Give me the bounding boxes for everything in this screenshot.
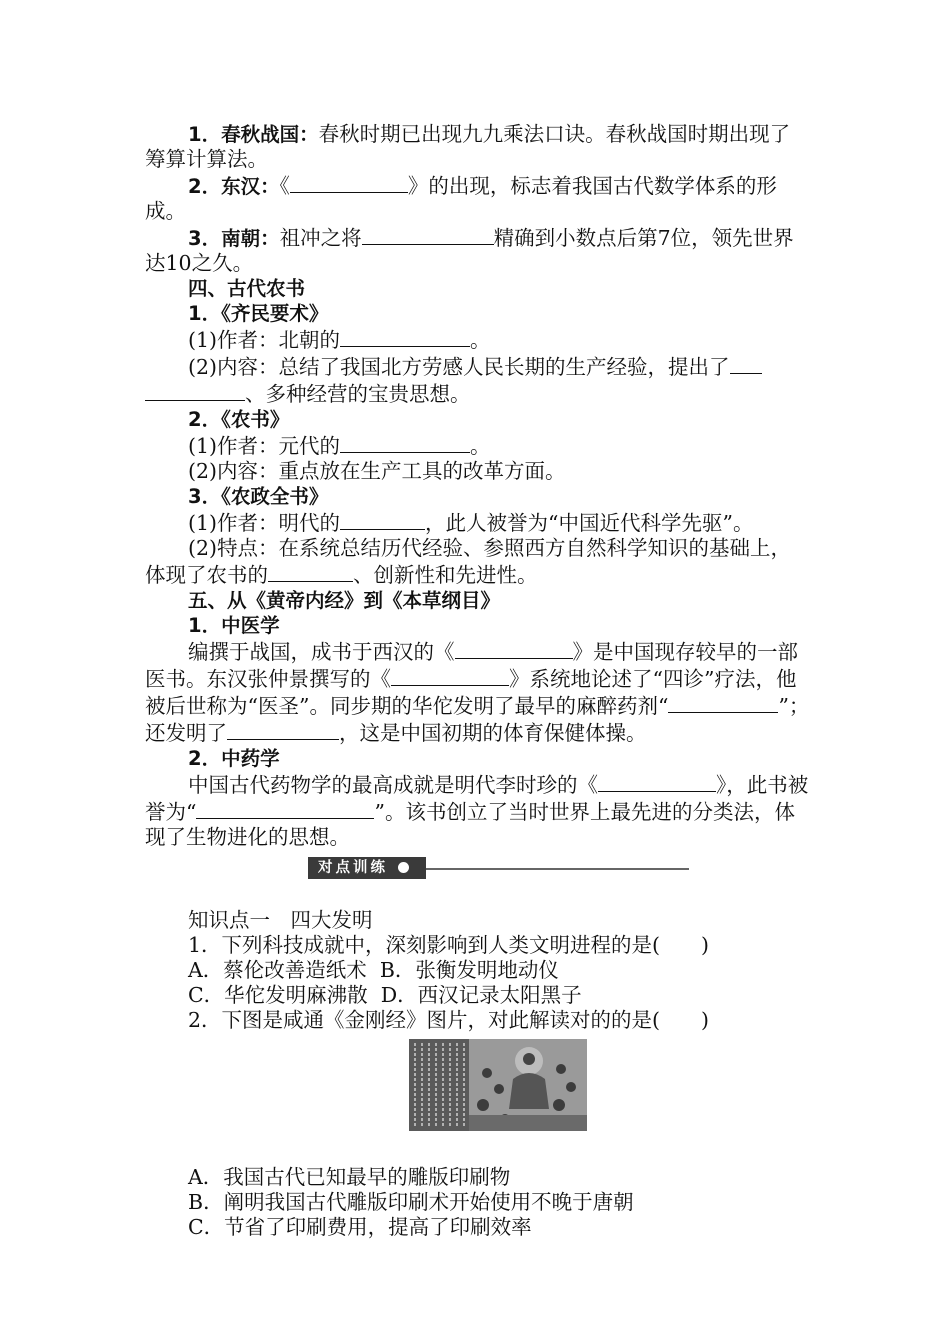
- question-2-option-c: C．节省了印刷费用，提高了印刷效率: [188, 1215, 532, 1239]
- question-1-options-ab: A．蔡伦改善造纸术 B．张衡发明地动仪: [188, 958, 559, 982]
- fill-blank[interactable]: [227, 719, 339, 740]
- fill-blank[interactable]: [668, 692, 778, 713]
- fill-blank[interactable]: [730, 353, 762, 374]
- medicine-paragraph-1: 编撰于战国，成书于西汉的《 》是中国现存较早的一部医书。东汉张仲景撰写的《 》系统地论述了“四诊”疗法，他被后世称为“医圣”。同步期的华佗发明了最早的麻醉药剂“ ”；还发明了 ，这是中国初期的体育保健体操。: [145, 640, 810, 745]
- section-heading-agri: 四、古代农书: [188, 277, 306, 300]
- question-2-option-b: B．阐明我国古代雕版印刷术开始使用不晚于唐朝: [188, 1190, 634, 1214]
- nongzheng-feature: (2)特点：在系统总结历代经验、参照西方自然科学知识的基础上，体现了农书的 、创新性和先进性。: [145, 536, 792, 587]
- section-heading-medicine: 五、从《黄帝内经》到《本草纲目》: [188, 589, 501, 612]
- question-2: 2．下图是咸通《金刚经》图片，对此解读对的的是( ): [188, 1008, 710, 1032]
- book-title-nongshu: 2．《农书》: [188, 408, 290, 431]
- medicine-subtitle-2: 2．中药学: [188, 747, 280, 770]
- fill-blank[interactable]: [455, 638, 573, 659]
- practice-banner-tag: 对点训练: [308, 857, 426, 879]
- fill-blank[interactable]: [391, 665, 509, 686]
- math-item-2: 2．东汉：《 》的出现，标志着我国古代数学体系的形成。: [145, 174, 777, 223]
- qimin-author: (1)作者：北朝的 。: [188, 328, 491, 352]
- fill-blank[interactable]: [145, 380, 245, 401]
- medicine-paragraph-2: 中国古代药物学的最高成就是明代李时珍的《 》，此书被誉为“ ”。该书创立了当时世界上最先进的分类法，体现了生物进化的思想。: [145, 773, 809, 849]
- fill-blank[interactable]: [268, 561, 353, 582]
- fill-blank[interactable]: [290, 172, 408, 193]
- divider: [426, 868, 689, 870]
- math-item-1: 1．春秋战国：春秋时期已出现九九乘法口诀。春秋战国时期出现了筹算计算法。: [145, 122, 791, 171]
- question-1: 1．下列科技成就中，深刻影响到人类文明进程的是( ): [188, 933, 710, 957]
- question-2-option-a: A．我国古代已知最早的雕版印刷物: [188, 1165, 511, 1189]
- book-title-qimin: 1．《齐民要术》: [188, 302, 329, 325]
- fill-blank[interactable]: [598, 771, 716, 792]
- practice-banner: [145, 854, 810, 880]
- nongshu-content: (2)内容：重点放在生产工具的改革方面。: [188, 459, 566, 483]
- math-item-3: 3．南朝：祖冲之将 精确到小数点后第7位，领先世界达10之久。: [145, 226, 794, 275]
- circle-icon: [398, 862, 409, 873]
- book-title-nongzheng: 3．《农政全书》: [188, 485, 329, 508]
- fill-blank[interactable]: [340, 326, 470, 347]
- medicine-subtitle-1: 1．中医学: [188, 614, 280, 637]
- question-1-options-cd: C．华佗发明麻沸散 D．西汉记录太阳黑子: [188, 983, 582, 1007]
- fill-blank[interactable]: [196, 798, 374, 819]
- fill-blank[interactable]: [340, 432, 470, 453]
- qimin-content: (2)内容：总结了我国北方劳感人民长期的生产经验，提出了 、多种经营的宝贵思想。: [145, 353, 810, 407]
- fill-blank[interactable]: [362, 224, 494, 245]
- diamond-sutra-illustration: [409, 1039, 587, 1131]
- knowledge-point-title: 知识点一 四大发明: [188, 908, 373, 932]
- diamond-sutra-image: [409, 1039, 587, 1131]
- document-page: [145, 122, 810, 1240]
- fill-blank[interactable]: [340, 509, 425, 530]
- nongzheng-author: (1)作者：明代的 ，此人被誉为“中国近代科学先驱”。: [188, 511, 754, 535]
- nongshu-author: (1)作者：元代的 。: [188, 434, 491, 458]
